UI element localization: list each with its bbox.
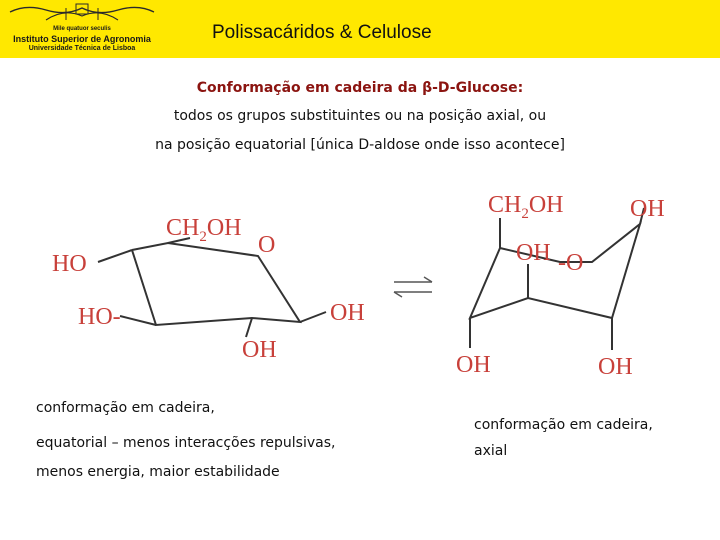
ring-oxygen-left: O bbox=[258, 232, 276, 258]
equatorial-note-3: menos energia, maior estabilidade bbox=[36, 464, 280, 480]
oh-right-bond bbox=[300, 312, 326, 322]
ch2oh-label-left: $CH_2OH$ bbox=[166, 215, 242, 245]
ho-mid-label: HO- bbox=[78, 304, 121, 330]
axial-note-2: axial bbox=[474, 443, 508, 459]
axial-ring bbox=[470, 224, 640, 318]
oh-inner-label: OH bbox=[516, 240, 551, 266]
ho-mid-bond bbox=[120, 316, 156, 325]
ring-oxygen-right: -O bbox=[558, 250, 584, 276]
oh-right-label: OH bbox=[330, 300, 365, 326]
ho-top-bond bbox=[98, 250, 132, 262]
equatorial-chair-structure bbox=[98, 238, 326, 337]
description-line-1: todos os grupos substituintes ou na posição axial, ou bbox=[173, 108, 547, 124]
oh-bottom-label: OH bbox=[242, 337, 277, 363]
page-title: Polissacáridos & Celulose bbox=[212, 22, 432, 43]
slide-subtitle: Conformação em cadeira da β-D-Glucose: bbox=[196, 80, 524, 96]
oh-bottom-right-label: OH bbox=[598, 354, 633, 380]
equilibrium-arrows-icon bbox=[394, 277, 432, 297]
ho-top-label: HO bbox=[52, 251, 87, 277]
logo-motto: Mile quatuor seculis bbox=[53, 26, 111, 32]
header-bar bbox=[0, 0, 720, 58]
institution-logo bbox=[6, 2, 158, 54]
oh-bottom-bond bbox=[246, 318, 252, 337]
equatorial-note-2: equatorial – menos interacções repulsivas, bbox=[36, 435, 336, 451]
axial-chair-structure bbox=[470, 208, 644, 350]
logo-university-name: Universidade Técnica de Lisboa bbox=[28, 45, 136, 52]
oh-bottom-left-label: OH bbox=[456, 352, 491, 378]
logo-institute-name: Instituto Superior de Agronomia bbox=[13, 34, 151, 44]
logo-emblem-icon bbox=[6, 2, 158, 26]
glucose-conformation-diagram bbox=[0, 180, 720, 390]
ch2oh-label-right: $CH_2OH$ bbox=[488, 192, 564, 222]
description-line-2: na posição equatorial [única D-aldose onde isso acontece] bbox=[155, 137, 565, 153]
equatorial-note-1: conformação em cadeira, bbox=[36, 400, 215, 416]
oh-top-right-label: OH bbox=[630, 196, 665, 222]
axial-note-1: conformação em cadeira, bbox=[474, 417, 653, 433]
